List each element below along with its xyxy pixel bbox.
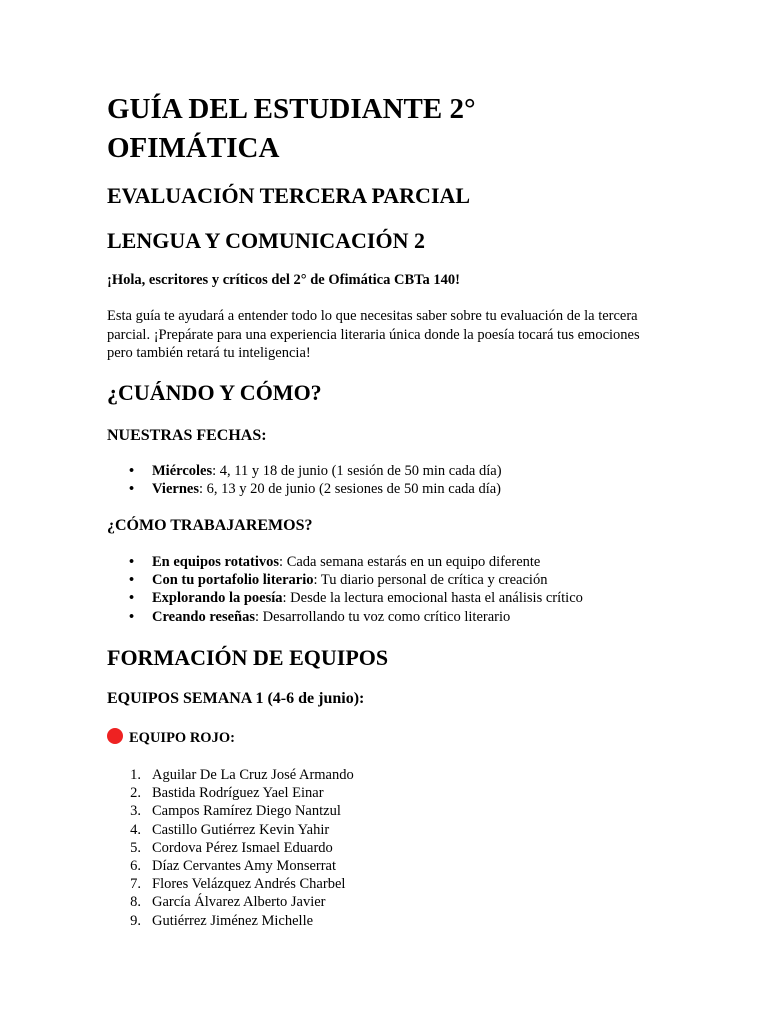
member-name: Flores Velázquez Andrés Charbel	[152, 876, 346, 893]
how-item-detail: : Cada semana estarás en un equipo diferente	[279, 554, 541, 570]
list-item: • Miércoles: 4, 11 y 18 de junio (1 sesión de 50 min cada día)	[129, 463, 502, 479]
member-name: Bastida Rodríguez Yael Einar	[152, 785, 324, 802]
intro-paragraph: Esta guía te ayudará a entender todo lo que necesitas saber sobre tu evaluación de la tercera parcial. ¡Prepárate para una experiencia literaria única donde la poesía tocará tus emociones pero también retará tu inteligencia!	[107, 308, 640, 361]
how-item-label: Explorando la poesía	[152, 590, 283, 607]
week1-heading: EQUIPOS SEMANA 1 (4-6 de junio):	[107, 690, 365, 707]
subtitle-evaluation: EVALUACIÓN TERCERA PARCIAL	[107, 183, 471, 208]
list-item	[107, 821, 354, 839]
subtitle-subject: LENGUA Y COMUNICACIÓN 2	[107, 228, 425, 253]
member-name: Cordova Pérez Ismael Eduardo	[152, 839, 333, 856]
how-item-detail: : Desde la lectura emocional hasta el análisis crítico	[282, 590, 583, 607]
date-day-label: Miércoles	[152, 463, 213, 479]
date-detail: : 6, 13 y 20 de junio (2 sesiones de 50 min cada día)	[198, 481, 502, 498]
greeting: ¡Hola, escritores y críticos del 2° de Ofimática CBTa 140!	[107, 272, 460, 288]
member-name: Campos Ramírez Diego Nantzul	[152, 803, 341, 820]
list-item: • Explorando la poesía: Desde la lectura emocional hasta el análisis crítico	[129, 590, 583, 607]
list-item-number: 8.	[130, 894, 141, 911]
list-item	[107, 875, 354, 893]
list-item-number: 3.	[130, 803, 141, 820]
dates-list	[107, 462, 502, 498]
how-heading: ¿CÓMO TRABAJAREMOS?	[107, 517, 313, 534]
title-line-1: GUÍA DEL ESTUDIANTE 2°	[107, 93, 476, 125]
list-item-number: 7.	[130, 876, 141, 893]
section-when-heading: ¿CUÁNDO Y CÓMO?	[107, 380, 322, 405]
list-item-number: 2.	[130, 785, 141, 802]
date-detail: : 4, 11 y 18 de junio (1 sesión de 50 min cada día)	[212, 463, 502, 479]
document-title	[107, 90, 476, 168]
member-name: Gutiérrez Jiménez Michelle	[152, 912, 314, 929]
title-line-2: OFIMÁTICA	[107, 132, 280, 164]
list-item: • Creando reseñas: Desarrollando tu voz como crítico literario	[129, 608, 511, 625]
list-item: • Con tu portafolio literario: Tu diario personal de crítica y creación	[129, 572, 548, 589]
list-item-number: 4.	[130, 821, 141, 838]
list-item	[107, 893, 354, 911]
red-circle-icon	[107, 728, 123, 744]
list-item-number: 9.	[130, 912, 141, 929]
list-item-number: 1.	[130, 767, 141, 783]
member-name: Castillo Gutiérrez Kevin Yahir	[152, 821, 330, 838]
team-red-heading	[107, 728, 235, 748]
date-day-label: Viernes	[152, 481, 199, 498]
list-item	[107, 802, 354, 820]
how-item-label: En equipos rotativos	[152, 554, 280, 570]
team-red-name: EQUIPO ROJO:	[129, 730, 235, 746]
list-item-number: 5.	[130, 839, 141, 856]
list-item	[107, 912, 354, 930]
how-list	[107, 553, 583, 626]
member-name: Aguilar De La Cruz José Armando	[152, 767, 354, 783]
list-item: • En equipos rotativos: Cada semana estarás en un equipo diferente	[129, 554, 541, 570]
list-item	[107, 857, 354, 875]
team-red-members	[107, 766, 354, 930]
list-item	[107, 766, 354, 784]
member-name: García Álvarez Alberto Javier	[152, 894, 326, 911]
list-item	[107, 839, 354, 857]
dates-heading: NUESTRAS FECHAS:	[107, 427, 267, 444]
member-name: Díaz Cervantes Amy Monserrat	[152, 858, 337, 875]
section-teams-heading: FORMACIÓN DE EQUIPOS	[107, 645, 389, 670]
how-item-label: Creando reseñas	[152, 608, 255, 625]
how-item-detail: : Desarrollando tu voz como crítico literario	[254, 608, 511, 625]
how-item-detail: : Tu diario personal de crítica y creación	[313, 572, 548, 589]
how-item-label: Con tu portafolio literario	[152, 572, 314, 589]
list-item	[107, 784, 354, 802]
list-item-number: 6.	[130, 858, 141, 875]
list-item: • Viernes: 6, 13 y 20 de junio (2 sesiones de 50 min cada día)	[129, 481, 502, 498]
